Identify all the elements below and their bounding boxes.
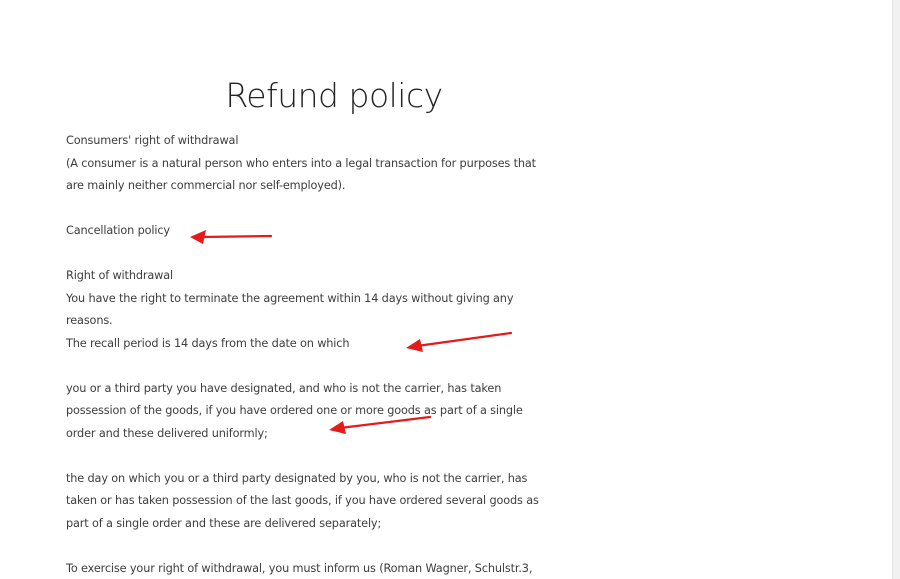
policy-line: You have the right to terminate the agreement within 14 days without giving any <box>66 291 514 305</box>
policy-content <box>66 130 626 579</box>
policy-line: possession of the goods, if you have ordered one or more goods as part of a single <box>66 404 523 417</box>
paragraph-gap <box>66 535 626 558</box>
policy-line: To exercise your right of withdrawal, you must inform us (Roman Wagner, Schulstr.3, <box>66 561 533 575</box>
paragraph-gap <box>66 445 626 468</box>
page-title: Refund policy <box>225 76 443 115</box>
paragraph-gap <box>66 243 626 266</box>
policy-line: are mainly neither commercial nor self-employed). <box>66 179 346 192</box>
paragraph-gap <box>66 198 626 221</box>
paragraph-gap <box>66 355 626 378</box>
policy-line: part of a single order and these are delivered separately; <box>66 516 382 530</box>
policy-line: you or a third party you have designated, and who is not the carrier, has taken <box>66 381 502 395</box>
policy-line: Right of withdrawal <box>66 269 173 282</box>
vertical-scrollbar[interactable] <box>892 0 900 579</box>
policy-line: the day on which you or a third party designated by you, who is not the carrier, has <box>66 471 528 485</box>
policy-line: The recall period is 14 days from the date on which <box>66 336 350 350</box>
policy-line: order and these delivered uniformly; <box>66 426 268 440</box>
policy-line: taken or has taken possession of the last goods, if you have ordered several goods as <box>66 494 539 507</box>
policy-line: (A consumer is a natural person who enters into a legal transaction for purposes that <box>66 156 536 170</box>
policy-line: Consumers' right of withdrawal <box>66 134 239 147</box>
policy-line: Cancellation policy <box>66 224 170 237</box>
policy-line: reasons. <box>66 314 113 327</box>
